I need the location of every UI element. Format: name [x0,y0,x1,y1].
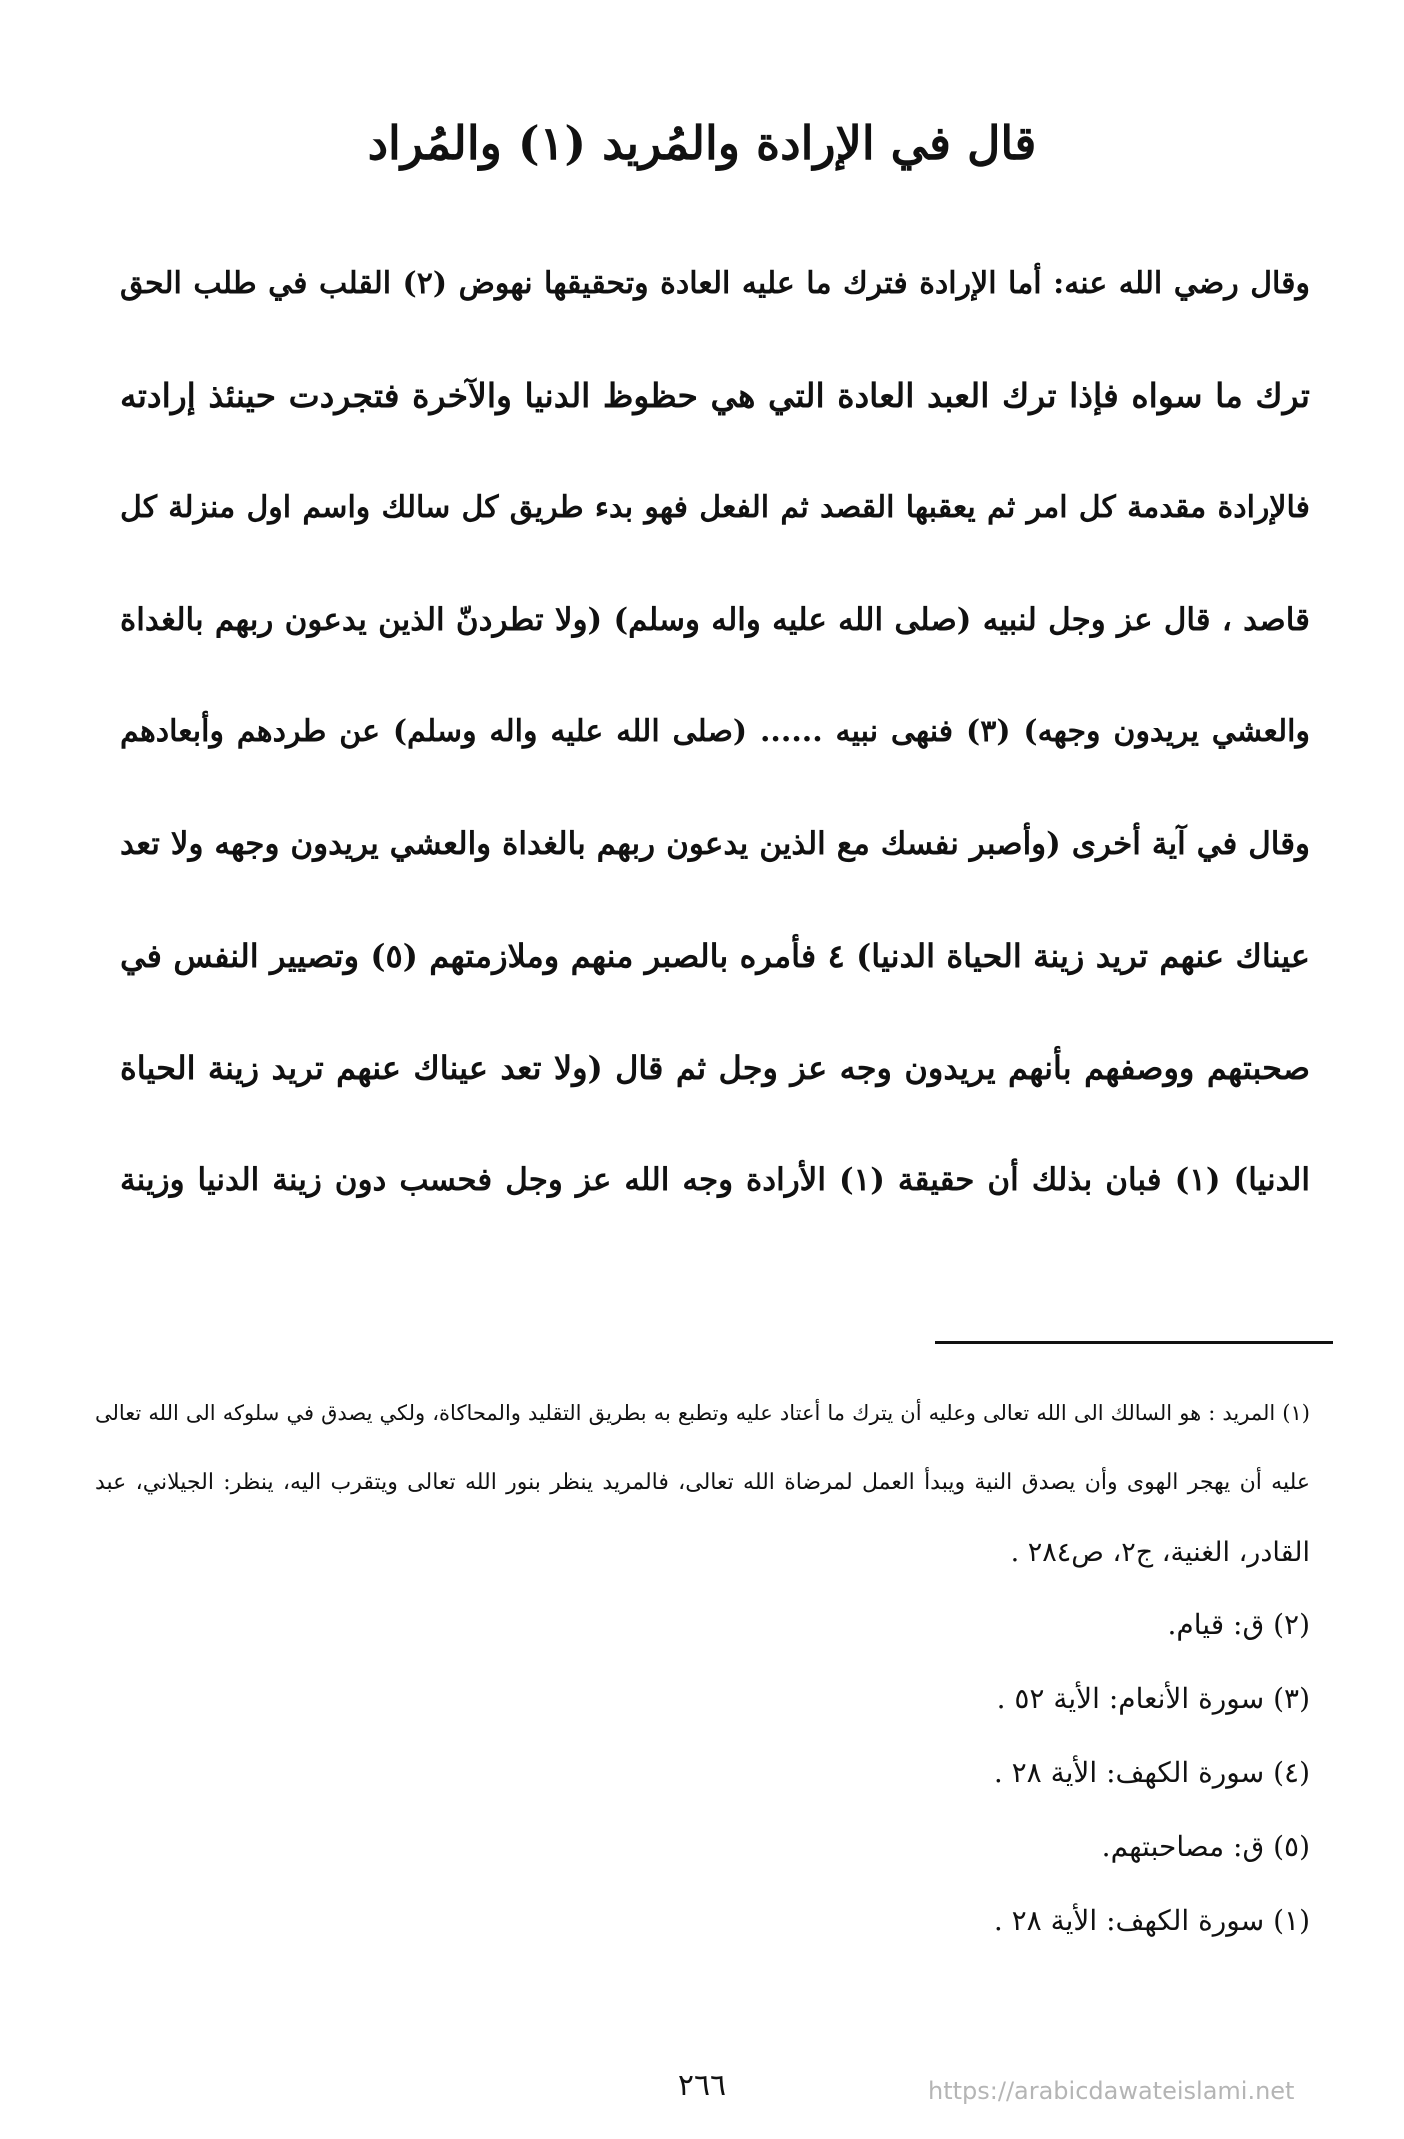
footnote-line: (١) سورة الكهف: الأية ٢٨ . [993,1904,1310,1937]
footnotes [95,1378,1310,1958]
body-line: والعشي يريدون وجهه) (٣) فنهى نبيه ...... (صلى الله عليه واله وسلم) عن طردهم وأبعادهم [120,714,1310,749]
page-number: ٢٦٦ [677,2068,727,2103]
footnote-line: (٤) سورة الكهف: الأية ٢٨ . [993,1756,1310,1789]
body-line: عيناك عنهم تريد زينة الحياة الدنيا) ٤ فأمره بالصبر منهم وملازمتهم (٥) وتصيير النفس في [120,937,1310,975]
body-line: ترك ما سواه فإذا ترك العبد العادة التي هي حظوظ الدنيا والآخرة فتجردت حينئذ إرادته [120,376,1310,415]
body-line: صحبتهم ووصفهم بأنهم يريدون وجه عز وجل ثم قال (ولا تعد عيناك عنهم تريد زينة الحياة [120,1049,1310,1087]
section-heading: قال في الإرادة والمُريد (١) والمُراد [367,116,1037,170]
footnote-line: (١) المريد : هو السالك الى الله تعالى وعليه أن يترك ما أعتاد عليه وتطبع به بطريق التقليد والمحاكاة، ولكي يصدق في سلوكه الى الله تعالى [95,1401,1310,1425]
body-line: وقال في آية أخرى (وأصبر نفسك مع الذين يدعون ربهم بالغداة والعشي يريدون وجهه ولا تعد [120,826,1310,862]
footnote-line: عليه أن يهجر الهوى وأن يصدق النية ويبدأ العمل لمرضاة الله تعالى، فالمريد ينظر بنور الله تعالى ويتقرب اليه، ينظر: الجيلاني، عبد [95,1470,1310,1495]
body-line: الدنيا) (١) فبان بذلك أن حقيقة (١) الأرادة وجه الله عز وجل فحسب دون زينة الدنيا وزينة [120,1162,1310,1198]
body-text [120,228,1310,1236]
footnote-line: (٥) ق: مصاحبتهم. [1101,1830,1310,1863]
body-line: فالإرادة مقدمة كل امر ثم يعقبها القصد ثم الفعل فهو بدء طريق كل سالك واسم اول منزلة كل [120,490,1310,525]
footnote-line: (٣) سورة الأنعام: الأية ٥٢ . [996,1682,1310,1715]
watermark-url: https://arabicdawateislami.net [928,2077,1295,2105]
footnote-line: (٢) ق: قيام. [1167,1608,1310,1641]
footnote-line: القادر، الغنية، ج٢، ص٢٨٤ . [1010,1537,1310,1568]
body-line: وقال رضي الله عنه: أما الإرادة فترك ما عليه العادة وتحقيقها نهوض (٢) القلب في طلب الحق [120,266,1310,301]
body-line: قاصد ، قال عز وجل لنبيه (صلى الله عليه واله وسلم) (ولا تطردنّ الذين يدعون ربهم بالغداة [120,602,1310,638]
footnote-divider [935,1341,1333,1344]
